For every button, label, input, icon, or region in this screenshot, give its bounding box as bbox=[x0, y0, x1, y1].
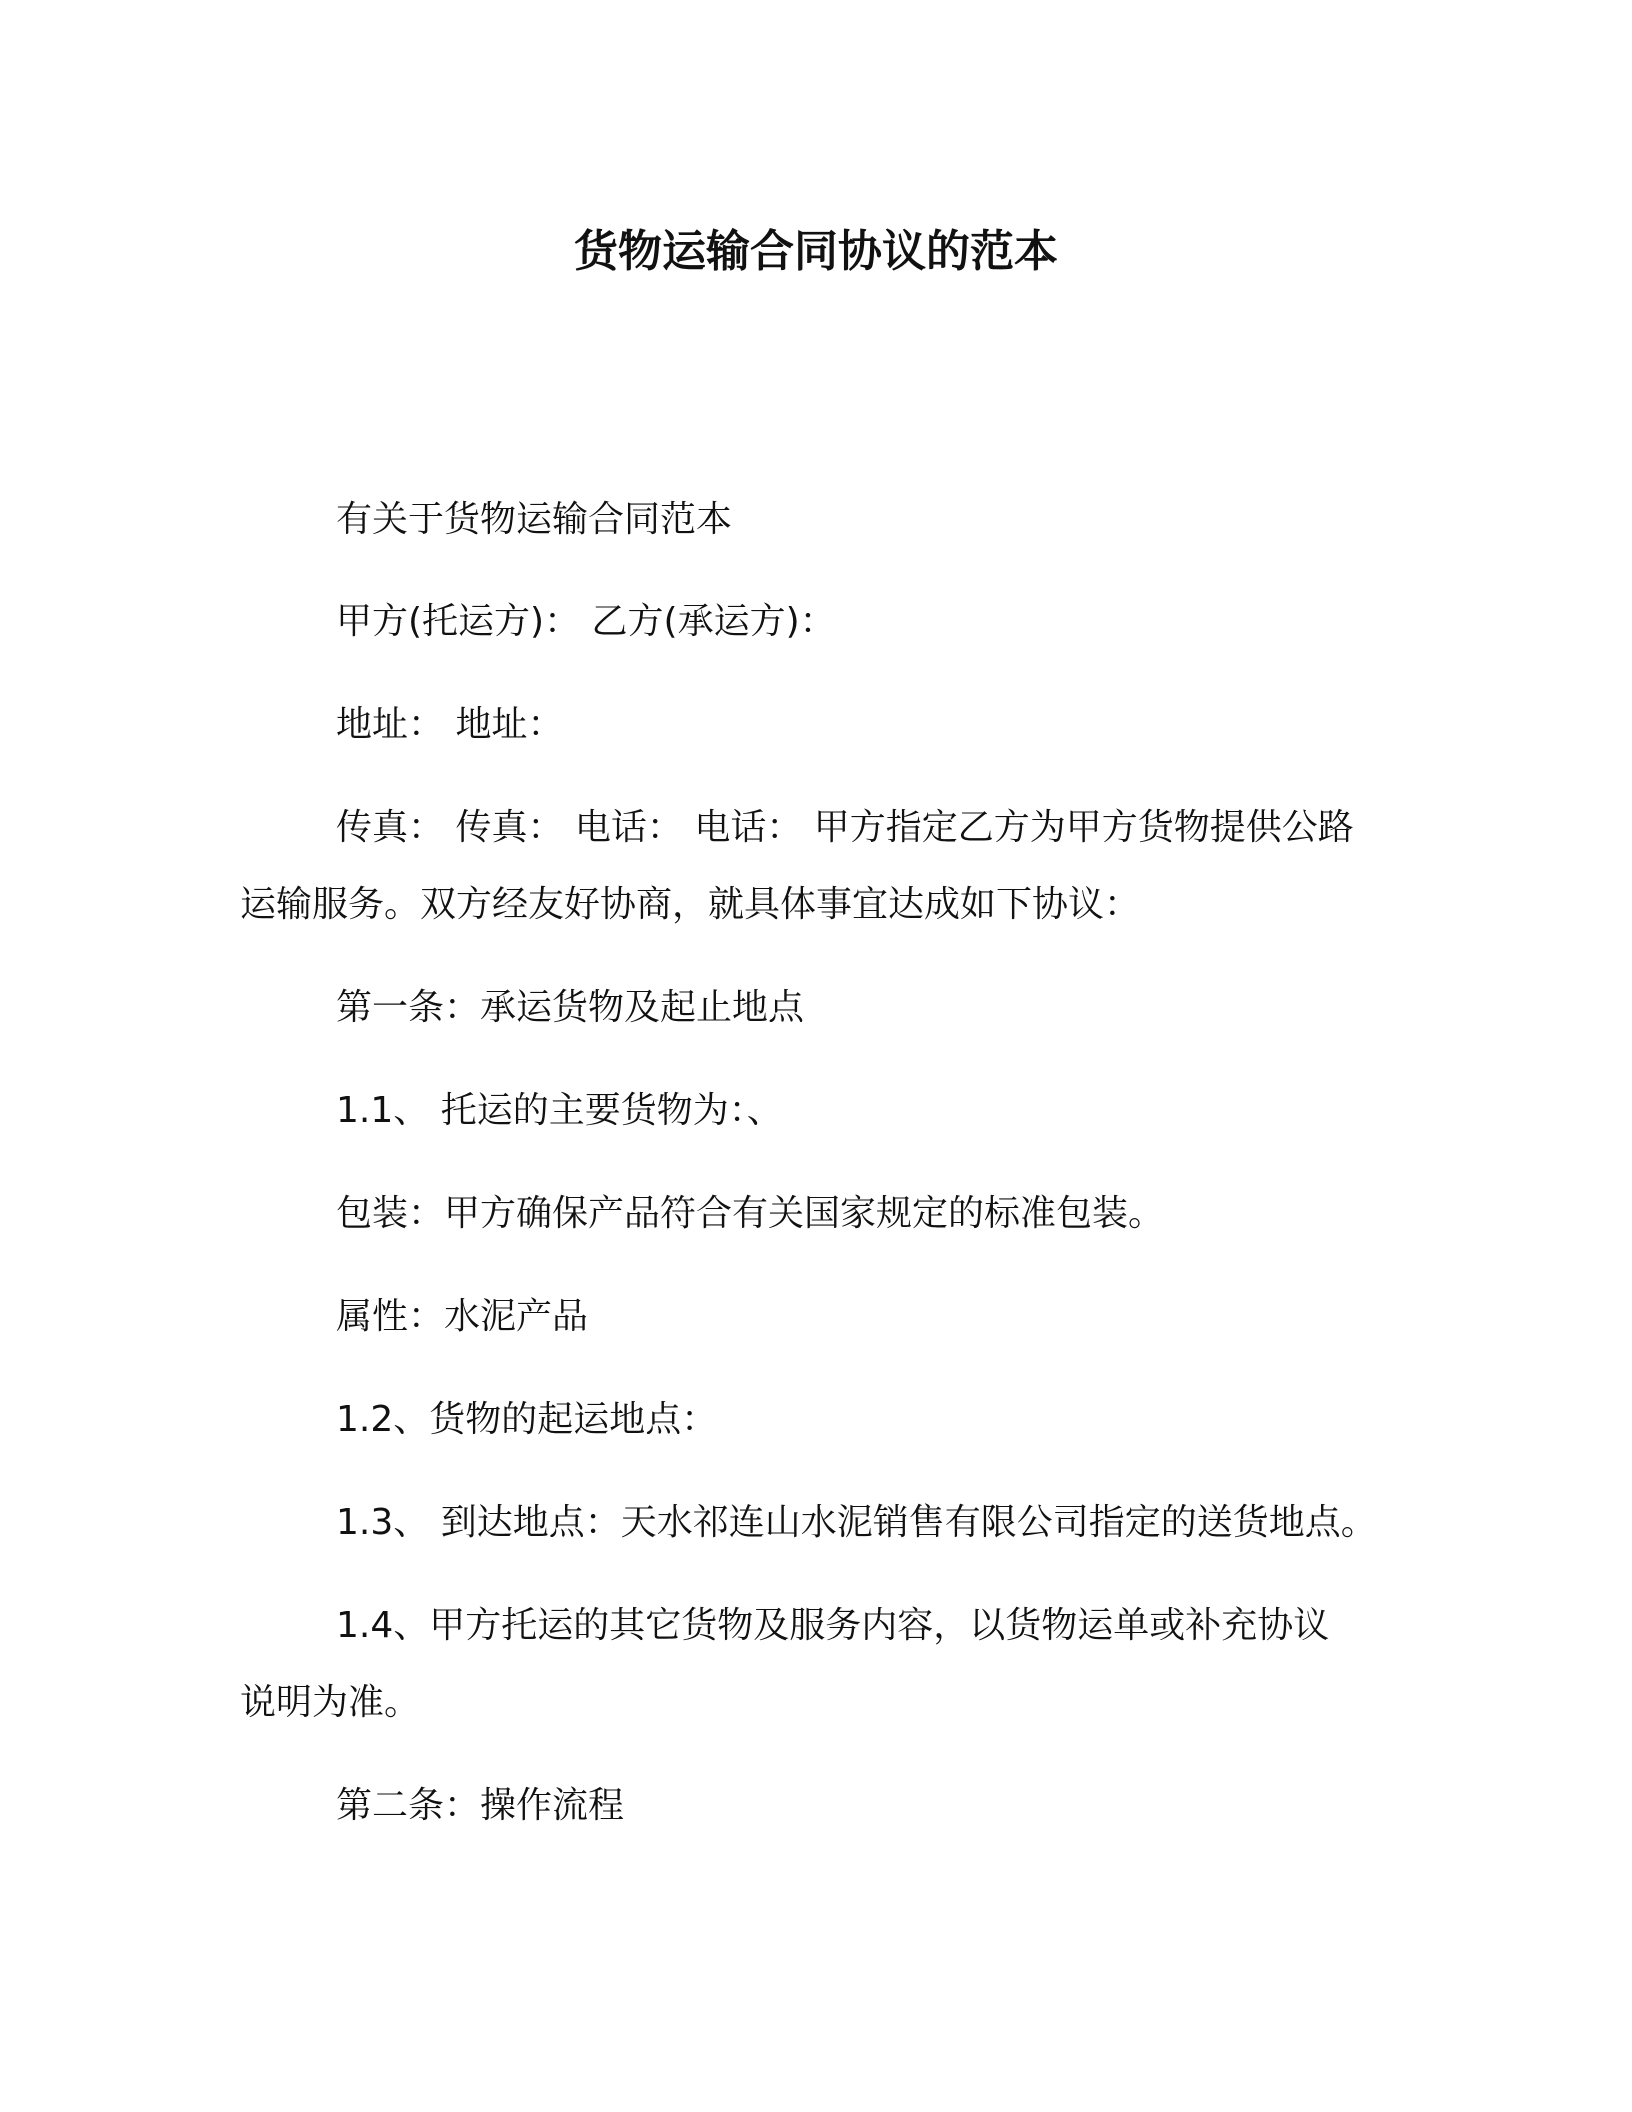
clause-1-4-line1: 1.4、甲方托运的其它货物及服务内容，以货物运单或补充协议 bbox=[336, 1605, 1330, 1646]
paragraph-contact-line1: 传真： 传真： 电话： 电话： 甲方指定乙方为甲方货物提供公路 bbox=[336, 807, 1354, 848]
paragraph-heading: 有关于货物运输合同范本 bbox=[336, 499, 733, 540]
clause-1-4-line2: 说明为准。 bbox=[240, 1682, 421, 1723]
section-heading-1: 第一条：承运货物及起止地点 bbox=[336, 987, 805, 1028]
clause-1-2: 1.2、货物的起运地点： bbox=[336, 1399, 718, 1440]
section-heading-2: 第二条：操作流程 bbox=[336, 1785, 625, 1826]
paragraph-contact-line2: 运输服务。双方经友好协商，就具体事宜达成如下协议： bbox=[240, 884, 1141, 925]
clause-property: 属性：水泥产品 bbox=[336, 1296, 589, 1337]
paragraph-parties: 甲方(托运方)： 乙方(承运方)： bbox=[336, 601, 836, 642]
clause-1-3: 1.3、 到达地点：天水祁连山水泥销售有限公司指定的送货地点。 bbox=[336, 1502, 1377, 1543]
paragraph-address: 地址： 地址： bbox=[336, 704, 564, 745]
document-title: 货物运输合同协议的范本 bbox=[574, 226, 1058, 277]
clause-1-1: 1.1、 托运的主要货物为：、 bbox=[336, 1090, 783, 1131]
clause-packaging: 包装：甲方确保产品符合有关国家规定的标准包装。 bbox=[336, 1193, 1165, 1234]
